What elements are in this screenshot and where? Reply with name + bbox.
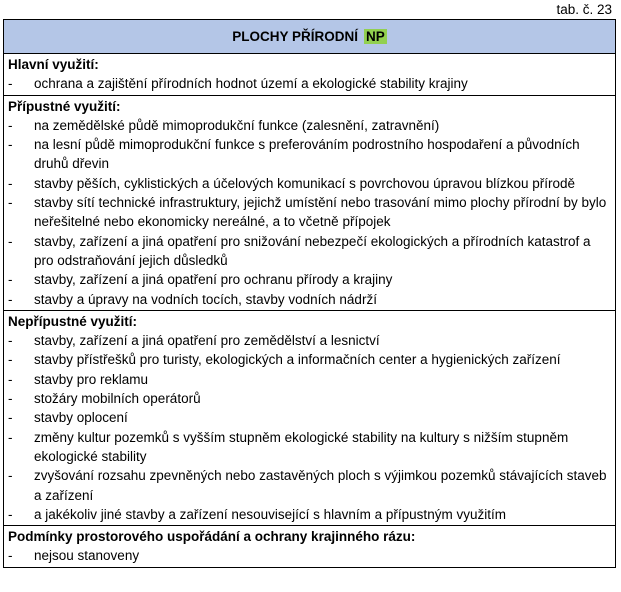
list-item: - stavby, zařízení a jiná opatření pro snižování nebezpečí ekologických a přírodních katastrof a pro odstraňování jejich důsledků (7, 232, 611, 271)
table-header-row (4, 20, 616, 54)
list-item: - změny kultur pozemků s vyšším stupněm ekologické stability na kultury s nižším stupněm ekologické stability (7, 428, 611, 467)
section-main-use-row (4, 54, 616, 96)
section-spatial-conditions (4, 526, 616, 568)
list-item: - stavby, zařízení a jiná opatření pro zemědělství a lesnictví (7, 331, 611, 350)
list-item: - stožáry mobilních operátorů (7, 389, 611, 408)
list-item: - stavby pěších, cyklistických a účelových komunikací s povrchovou úpravou blízkou přírodě (7, 174, 611, 193)
section-prohibited-use-row (4, 310, 616, 525)
list-item: - stavby přístřešků pro turisty, ekologických a informačních center a hygienických zařízení (7, 350, 611, 369)
section-main-use (4, 54, 616, 96)
list-item: - stavby a úpravy na vodních tocích, stavby vodních nádrží (7, 290, 611, 309)
list-item: - na lesní půdě mimoprodukční funkce s preferováním podrostního hospodaření a původních druhů dřevin (7, 135, 611, 174)
section-list (7, 74, 611, 93)
list-item: - na zemědělské půdě mimoprodukční funkce (zalesnění, zatravnění) (7, 116, 611, 135)
section-prohibited-use (4, 310, 616, 525)
list-item: - nejsou stanoveny (7, 546, 611, 565)
table-header (4, 20, 616, 54)
regulation-table (3, 19, 616, 568)
list-item: - stavby, zařízení a jiná opatření pro ochranu přírody a krajiny (7, 270, 611, 289)
list-item: - stavby pro reklamu (7, 370, 611, 389)
list-item: - ochrana a zajištění přírodních hodnot území a ekologické stability krajiny (7, 74, 611, 93)
section-list (7, 116, 611, 309)
table-title: PLOCHY PŘÍRODNÍ (232, 29, 358, 44)
list-item: - stavby oplocení (7, 408, 611, 427)
list-item: - zvyšování rozsahu zpevněných nebo zastavěných ploch s výjimkou pozemků stávajících staveb a zařízení (7, 466, 611, 505)
section-permitted-use (4, 95, 616, 310)
section-heading: Přípustné využití: (8, 98, 121, 114)
table-number: tab. č. 23 (556, 2, 612, 17)
area-code-badge: NP (366, 29, 385, 44)
section-list (7, 546, 611, 565)
section-list (7, 331, 611, 524)
section-heading: Hlavní využití: (8, 57, 99, 72)
section-heading: Podmínky prostorového uspořádání a ochrany krajinného rázu: (8, 529, 416, 545)
section-permitted-use-row (4, 95, 616, 310)
section-heading: Nepřípustné využití: (8, 313, 138, 329)
list-item: - a jakékoliv jiné stavby a zařízení nesouvisející s hlavním a přípustným využitím (7, 505, 611, 524)
section-spatial-conditions-row (4, 526, 616, 568)
list-item: - stavby sítí technické infrastruktury, jejichž umístění nebo trasování mimo plochy přírodní by bylo neřešitelné nebo ekonomicky nereálné, a to včetně přípojek (7, 193, 611, 232)
